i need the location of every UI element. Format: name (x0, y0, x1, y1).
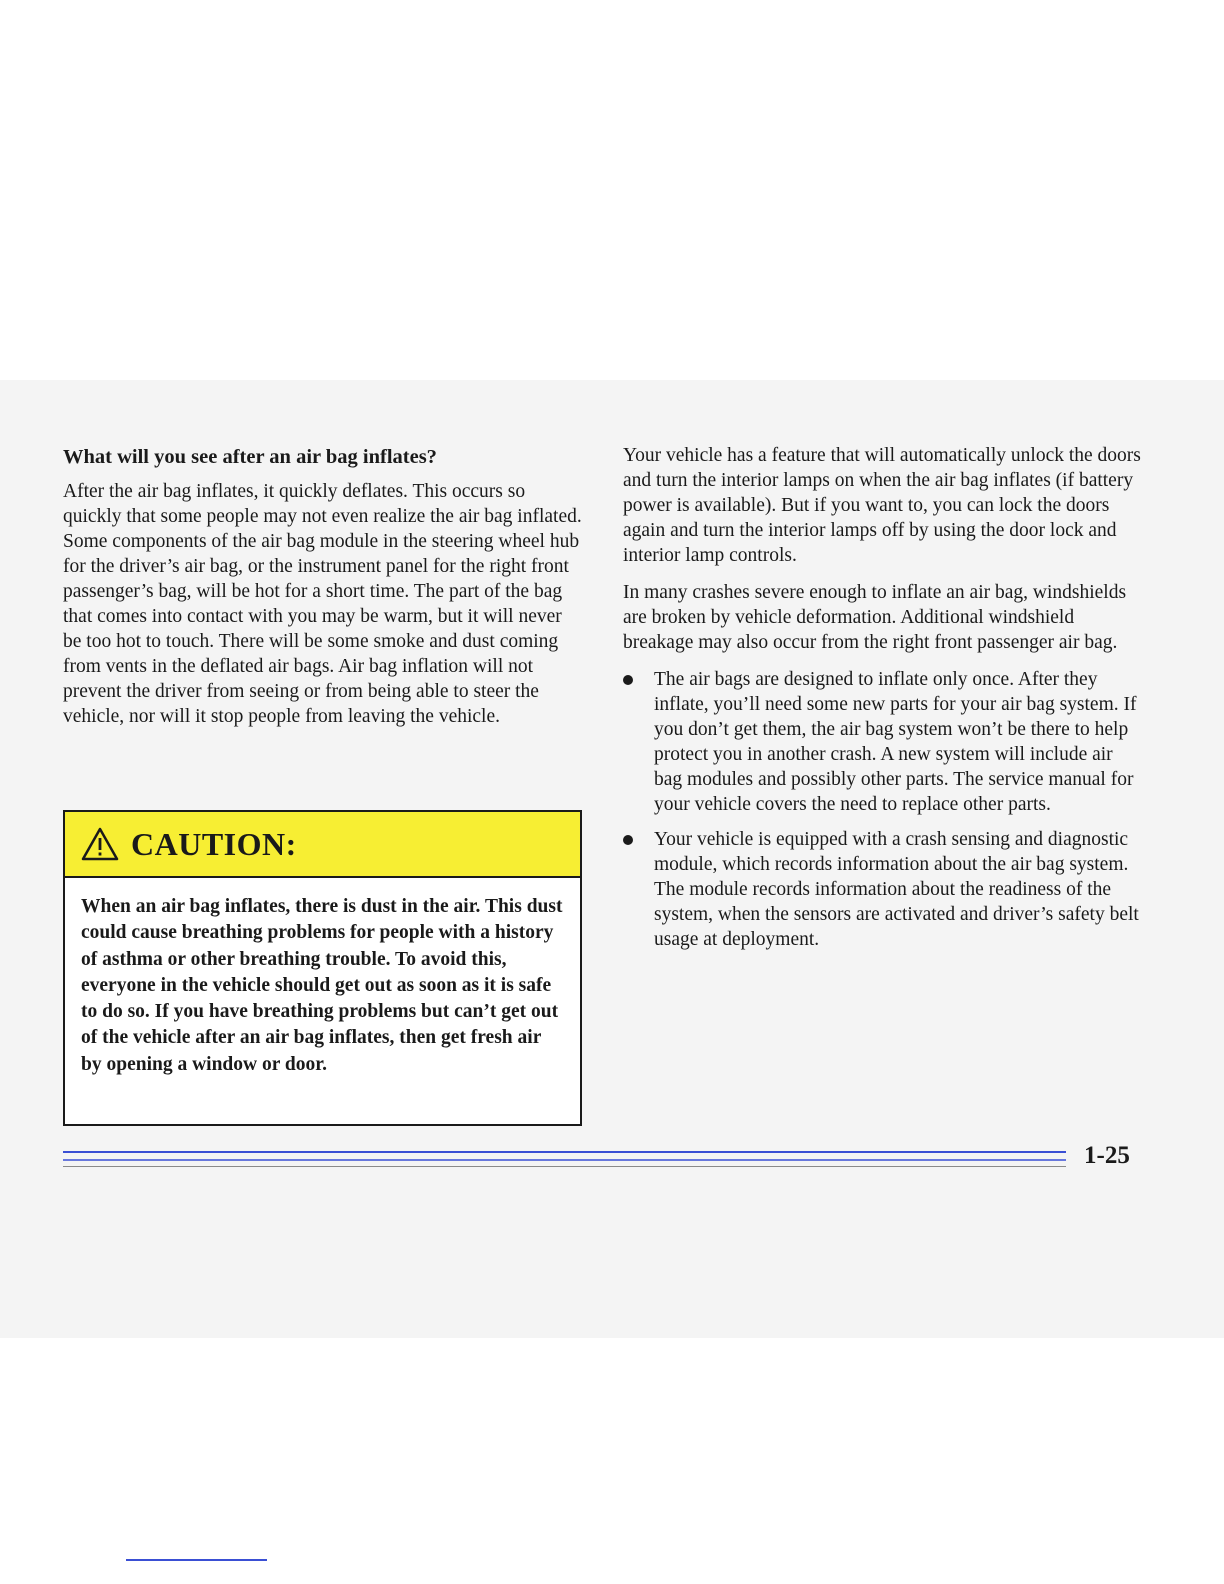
caution-box (63, 810, 582, 1126)
bullet-icon (623, 675, 633, 685)
warning-triangle-icon (81, 827, 119, 861)
bullet-icon (623, 835, 633, 845)
caution-title: CAUTION: (131, 825, 297, 862)
footer-rule (63, 1151, 1066, 1153)
left-column (63, 443, 585, 741)
bullet-list (623, 667, 1143, 952)
list-item (623, 827, 1143, 952)
section-heading: What will you see after an air bag inflates? (63, 446, 437, 468)
right-column (623, 443, 1143, 962)
body-paragraph: After the air bag inflates, it quickly deflates. This occurs so quickly that some people may not even realize the air bag inflated. Some components of the air bag module in the steering wheel hub for the driver’s air bag, or the instrument panel for the right front passenger’s bag, will be hot for a short time. The part of the bag that comes into contact with you may be warm, but it will never be too hot to touch. There will be some smoke and dust coming from vents in the deflated air bags. Air bag inflation will not prevent the driver from seeing or from being able to steer the vehicle, nor will it stop people from leaving the vehicle. (63, 481, 582, 727)
caution-header (65, 812, 580, 878)
list-item-text: The air bags are designed to inflate only once. After they inflate, you’ll need some new parts for your air bag system. If you don’t get them, the air bag system won’t be there to help protect you in another crash. A new system will include air bag modules and possibly other parts. The service manual for your vehicle covers the need to replace other parts. (654, 669, 1137, 815)
body-paragraph: In many crashes severe enough to inflate an air bag, windshields are broken by vehicle deformation. Additional windshield breakage may also occur from the right front passenger air bag. (623, 582, 1127, 653)
caution-body: When an air bag inflates, there is dust in the air. This dust could cause breathing problems for people with a history of asthma or other breathing trouble. To avoid this, everyone in the vehicle should get out as soon as it is safe to do so. If you have breathing problems but can’t get out of the vehicle after an air bag inflates, then get fresh air by opening a window or door. (81, 896, 563, 1075)
footer-rule (63, 1166, 1066, 1167)
list-item-text: Your vehicle is equipped with a crash sensing and diagnostic module, which records information about the air bag system. The module records information about the readiness of the system, when the sensors are activated and driver’s safety belt usage at deployment. (654, 829, 1139, 950)
list-item (623, 667, 1143, 817)
body-paragraph: Your vehicle has a feature that will automatically unlock the doors and turn the interior lamps on when the air bag inflates (if battery power is available). But if you want to, you can lock the doors again and turn the interior lamps off by using the door lock and interior lamp controls. (623, 445, 1141, 566)
page-number: 1-25 (1084, 1142, 1130, 1169)
footer-rule (63, 1159, 1066, 1161)
bottom-underline (126, 1559, 267, 1561)
